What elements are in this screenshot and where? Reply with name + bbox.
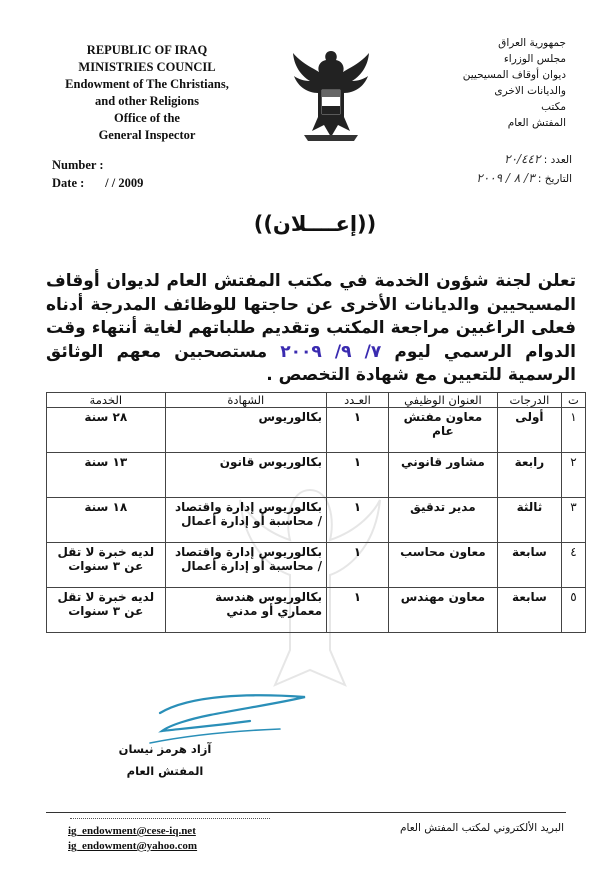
header-index: ت — [561, 393, 585, 408]
cell-certificate: بكالوريوس — [165, 408, 326, 453]
cell-grade: رابعة — [497, 453, 561, 498]
cell-service: لديه خبرة لا تقل عن ٣ سنوات — [47, 543, 166, 588]
letterhead-ar-line6: المفتش العام — [507, 117, 566, 129]
cell-count: ١ — [327, 408, 389, 453]
cell-certificate: بكالوريوس قانون — [165, 453, 326, 498]
table-header-row — [47, 393, 586, 408]
cell-count: ١ — [327, 543, 389, 588]
footer-divider — [46, 812, 566, 813]
arabic-letterhead — [366, 35, 566, 131]
letterhead-ar-line1: جمهورية العراق — [498, 37, 566, 49]
cell-job-title: مدير تدقيق — [388, 498, 497, 543]
footer-email-label: البريد الألكتروني لمكتب المفتش العام — [400, 822, 564, 834]
ar-number-label: العدد : — [543, 154, 572, 166]
cell-job-title: مشاور قانوني — [388, 453, 497, 498]
cell-service: ١٣ سنة — [47, 453, 166, 498]
letterhead-ar-line3: ديوان أوقاف المسيحيين — [462, 69, 566, 81]
body-part1: تعلن لجنة شؤون الخدمة في مكتب المفتش العام لديوان أوقاف المسيحيين والديانات الأخرى عن حاجتها للوظائف المدرجة أدناه فعلى الراغبين مراجعة المكتب وتقديم طلباتهم لغاية أنتهاء وقت الدوام الرسمي ليوم — [46, 271, 576, 362]
letterhead-en-line3: Endowment of The Christians, — [65, 77, 229, 91]
body-part2: مستصحبين معهم الوثائق الرسمية للتعيين مع شهادة التخصص . — [46, 341, 576, 385]
cell-service: لديه خبرة لا تقل عن ٣ سنوات — [47, 588, 166, 633]
cell-index: ٢ — [561, 453, 585, 498]
date-value: / / 2009 — [105, 176, 144, 190]
cell-count: ١ — [327, 588, 389, 633]
footer-dotted-line — [70, 818, 270, 819]
ar-number-value: ٢٠/٤٤٢ — [504, 152, 541, 166]
letterhead-ar-line5: مكتب — [541, 101, 566, 113]
signatory-name: آزاد هرمز نيسان — [118, 742, 212, 756]
cell-certificate: بكالوريوس إدارة واقتصاد / محاسبة أو إدارة أعمال — [165, 498, 326, 543]
ar-date-value: ٣/ ٨ / ٢٠٠٩ — [476, 171, 535, 185]
cell-job-title: معاون مهندس — [388, 588, 497, 633]
email-link-2[interactable]: ig_endowment@yahoo.com — [68, 840, 198, 852]
number-field — [52, 156, 143, 174]
table-row — [47, 453, 586, 498]
table-row — [47, 543, 586, 588]
number-label: Number : — [52, 158, 104, 172]
letterhead-en-line1: REPUBLIC OF IRAQ — [86, 43, 208, 57]
iraq-emblem-icon — [290, 45, 372, 145]
cell-count: ١ — [327, 498, 389, 543]
english-letterhead — [52, 42, 242, 144]
letterhead-en-line4: and other Religions — [95, 94, 199, 108]
deadline-date: ٧/ ٩/ ٢٠٠٩ — [280, 341, 382, 362]
date-field — [52, 174, 143, 192]
date-label: Date : — [52, 176, 85, 190]
announcement-body — [46, 270, 576, 388]
ar-date-label: التاريخ : — [537, 173, 572, 185]
cell-certificate: بكالوريوس هندسة معماري أو مدني — [165, 588, 326, 633]
signatory-title: المفتش العام — [126, 764, 204, 778]
cell-count: ١ — [327, 453, 389, 498]
cell-service: ٢٨ سنة — [47, 408, 166, 453]
letterhead-ar-line4: والديانات الاخرى — [494, 85, 566, 97]
email-link-1[interactable]: ig_endowment@cese-iq.net — [68, 825, 196, 837]
cell-grade: أولى — [497, 408, 561, 453]
cell-index: ١ — [561, 408, 585, 453]
header-count: العـدد — [327, 393, 389, 408]
letterhead-en-line6: General Inspector — [98, 128, 196, 142]
footer-emails — [68, 824, 197, 854]
reference-arabic — [382, 150, 572, 188]
table-row — [47, 408, 586, 453]
cell-grade: سابعة — [497, 588, 561, 633]
header-service: الخدمة — [47, 393, 166, 408]
cell-grade: سابعة — [497, 543, 561, 588]
table-row — [47, 588, 586, 633]
letterhead-en-line2: MINISTRIES COUNCIL — [78, 60, 216, 74]
header-job-title: العنوان الوظيفي — [388, 393, 497, 408]
signature-block — [100, 738, 230, 782]
cell-index: ٣ — [561, 498, 585, 543]
cell-job-title: معاون محاسب — [388, 543, 497, 588]
header-certificate: الشهادة — [165, 393, 326, 408]
cell-index: ٤ — [561, 543, 585, 588]
announcement-title: ((إعــــلان)) — [253, 212, 377, 236]
reference-english — [52, 156, 143, 192]
table-row — [47, 498, 586, 543]
header-grade: الدرجات — [497, 393, 561, 408]
cell-job-title: معاون مفتش عام — [388, 408, 497, 453]
ar-date-field — [382, 169, 572, 188]
cell-grade: ثالثة — [497, 498, 561, 543]
cell-service: ١٨ سنة — [47, 498, 166, 543]
cell-index: ٥ — [561, 588, 585, 633]
cell-certificate: بكالوريوس إدارة واقتصاد / محاسبة أو إدارة أعمال — [165, 543, 326, 588]
letterhead-en-line5: Office of the — [114, 111, 180, 125]
ar-number-field — [382, 150, 572, 169]
jobs-table — [46, 392, 586, 633]
letterhead-ar-line2: مجلس الوزراء — [503, 53, 566, 65]
